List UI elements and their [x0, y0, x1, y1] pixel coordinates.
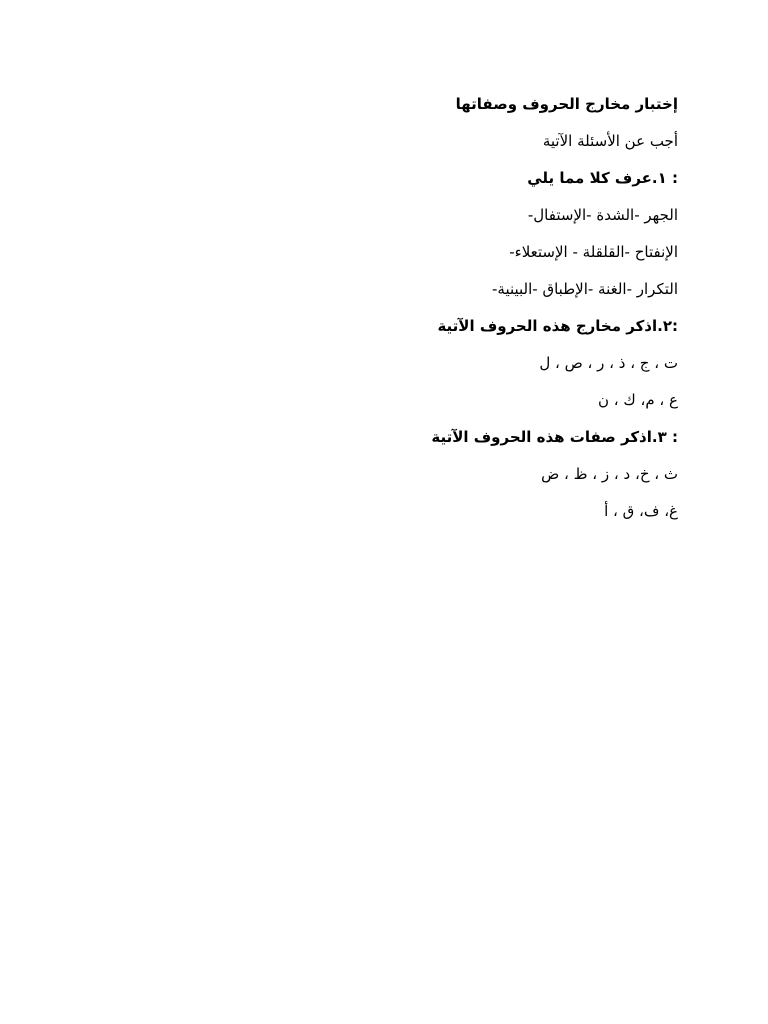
- question-1-terms-line-2: الإنفتاح -القلقلة - الإستعلاء-: [509, 243, 678, 261]
- question-2-letters-line-1: ت ، ج ، ذ ، ر ، ص ، ل: [539, 354, 678, 372]
- document-title: إختبار مخارج الحروف وصفاتها: [455, 95, 678, 113]
- document-page: [258, 86, 678, 530]
- question-3-letters-line-1: ث ، خ، د ، ز ، ظ ، ض: [541, 465, 678, 483]
- question-2-heading: :٢.اذكر مخارج هذه الحروف الآتية: [437, 317, 678, 335]
- question-1-heading: : ١.عرف كلا مما يلي: [527, 169, 678, 187]
- question-2-letters-line-2: ع ، م، ك ، ن: [598, 391, 678, 409]
- question-1-terms-line-1: الجهر -الشدة -الإستفال-: [527, 206, 678, 224]
- question-3-letters-line-2: غ، ف، ق ، أ: [604, 502, 678, 520]
- question-1-terms-line-3: التكرار -الغنة -الإطباق -البينية-: [491, 280, 678, 298]
- instruction-text: أجب عن الأسئلة الآتية: [542, 132, 678, 150]
- question-3-heading: : ٣.اذكر صفات هذه الحروف الآتية: [431, 428, 678, 446]
